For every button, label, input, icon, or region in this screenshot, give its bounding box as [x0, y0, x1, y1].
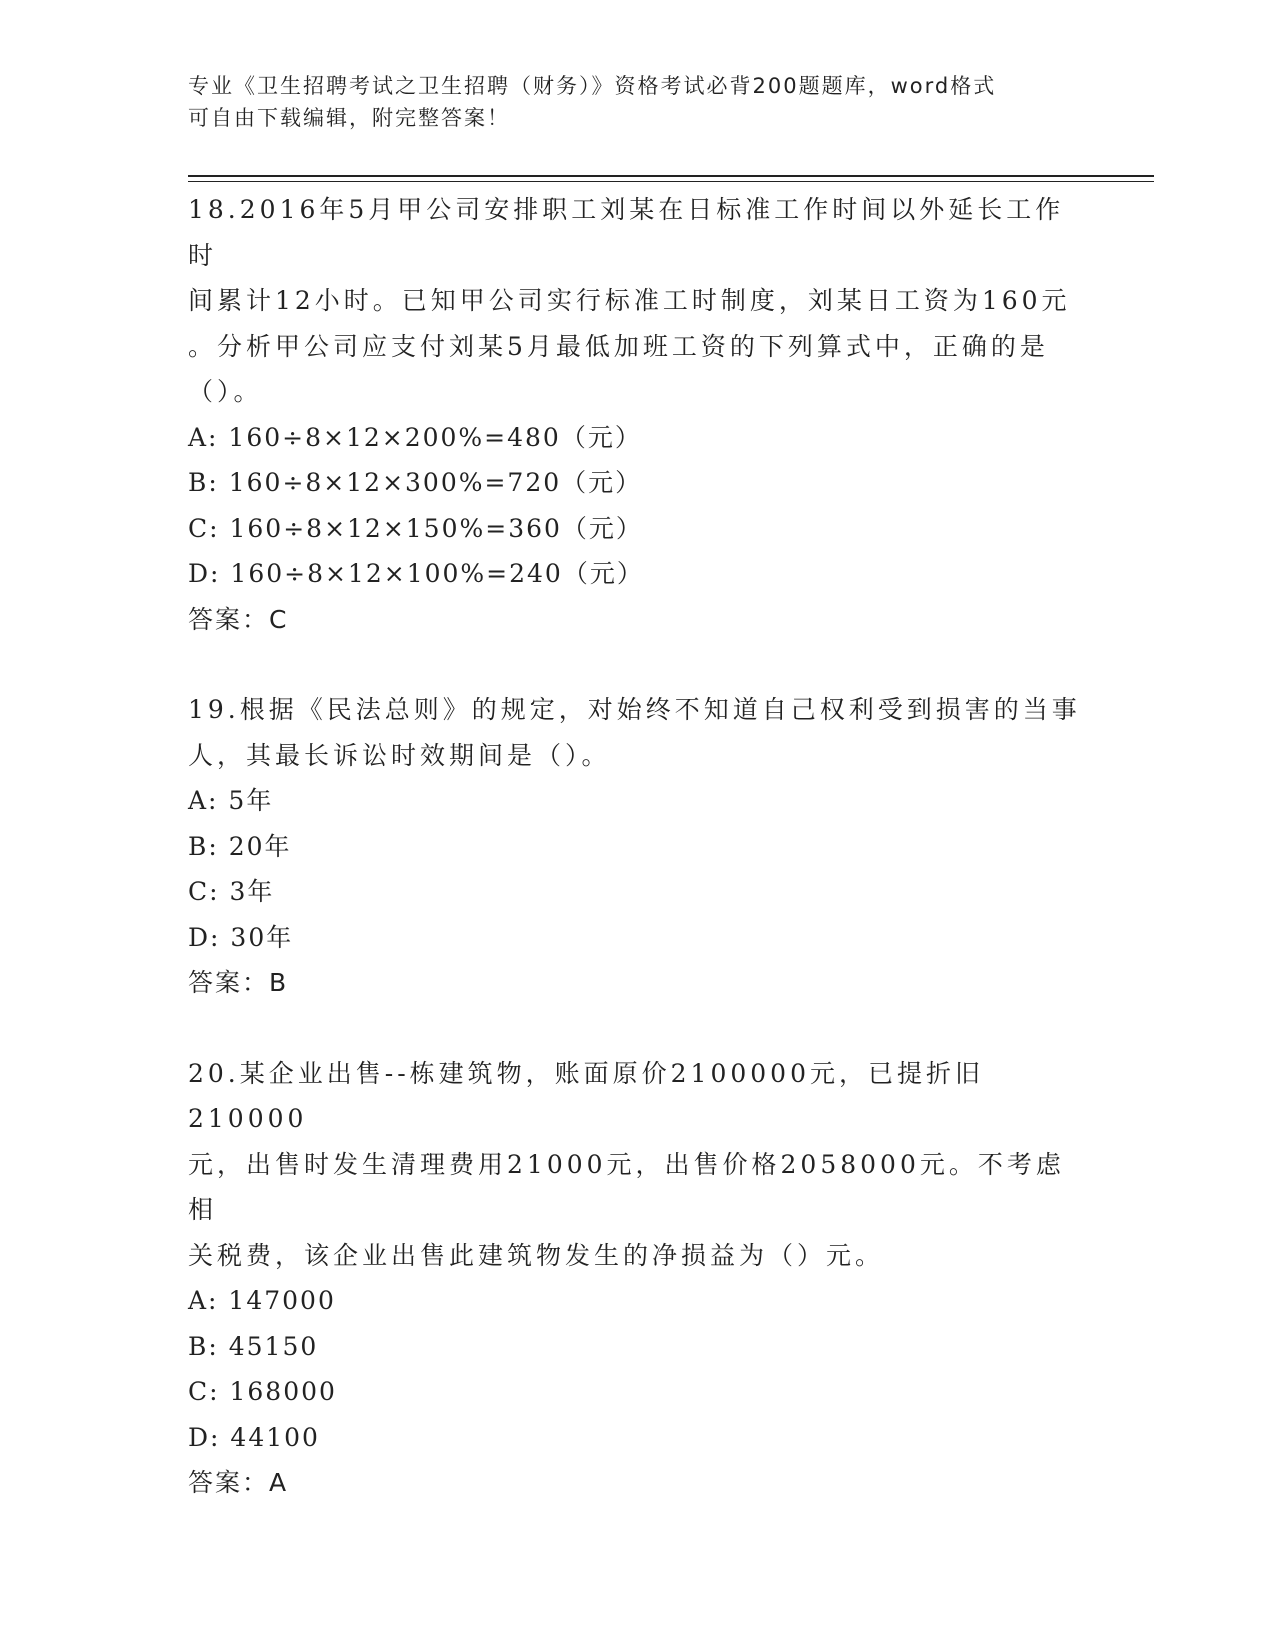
document-header — [188, 70, 1088, 134]
option-a: A: 5年 — [188, 786, 274, 815]
stem-line: 18.2016年5月甲公司安排职工刘某在日标准工作时间以外延长工作时 — [188, 195, 1065, 270]
option-d: D: 44100 — [188, 1422, 320, 1452]
question-18 — [188, 187, 1088, 642]
question-stem — [188, 187, 1088, 415]
answer-label: 答案：A — [188, 1468, 289, 1497]
stem-line: 间累计12小时。已知甲公司实行标准工时制度，刘某日工资为160元 — [188, 286, 1071, 315]
question-19 — [188, 687, 1088, 1006]
question-stem — [188, 1051, 1088, 1279]
question-spacer — [188, 1006, 1088, 1051]
header-divider-thick — [188, 175, 1154, 177]
option-d: D: 30年 — [188, 922, 294, 952]
option-c: C: 160÷8×12×150%=360（元） — [188, 513, 643, 543]
question-stem — [188, 687, 1088, 778]
answer-label: 答案：C — [188, 604, 289, 634]
stem-line: 关税费，该企业出售此建筑物发生的净损益为（）元。 — [188, 1240, 885, 1270]
stem-line: （）。 — [188, 377, 263, 406]
question-list — [188, 187, 1088, 1506]
header-line-1: 专业《卫生招聘考试之卫生招聘（财务）》资格考试必背200题题库，word格式 — [188, 74, 997, 98]
option-b: B: 45150 — [188, 1331, 319, 1361]
stem-line: 。分析甲公司应支付刘某5月最低加班工资的下列算式中，正确的是 — [188, 331, 1049, 361]
header-line-2: 可自由下载编辑，附完整答案！ — [188, 106, 510, 130]
stem-line: 19.根据《民法总则》的规定，对始终不知道自己权利受到损害的当事 — [188, 695, 1081, 724]
option-a: A: 160÷8×12×200%=480（元） — [188, 422, 642, 452]
option-d: D: 160÷8×12×100%=240（元） — [188, 559, 644, 588]
question-spacer — [188, 642, 1088, 687]
stem-line: 元，出售时发生清理费用21000元，出售价格2058000元。不考虑相 — [188, 1149, 1065, 1224]
option-c: C: 3年 — [188, 877, 275, 906]
question-20 — [188, 1051, 1088, 1506]
option-b: B: 20年 — [188, 831, 292, 861]
stem-line: 20.某企业出售--栋建筑物，账面原价2100000元，已提折旧210000 — [188, 1058, 984, 1133]
stem-line: 人，其最长诉讼时效期间是（）。 — [188, 740, 611, 770]
option-b: B: 160÷8×12×300%=720（元） — [188, 468, 643, 497]
answer-label: 答案：B — [188, 968, 289, 997]
header-divider-thin — [188, 181, 1154, 182]
option-c: C: 168000 — [188, 1377, 337, 1406]
option-a: A: 147000 — [188, 1286, 336, 1315]
